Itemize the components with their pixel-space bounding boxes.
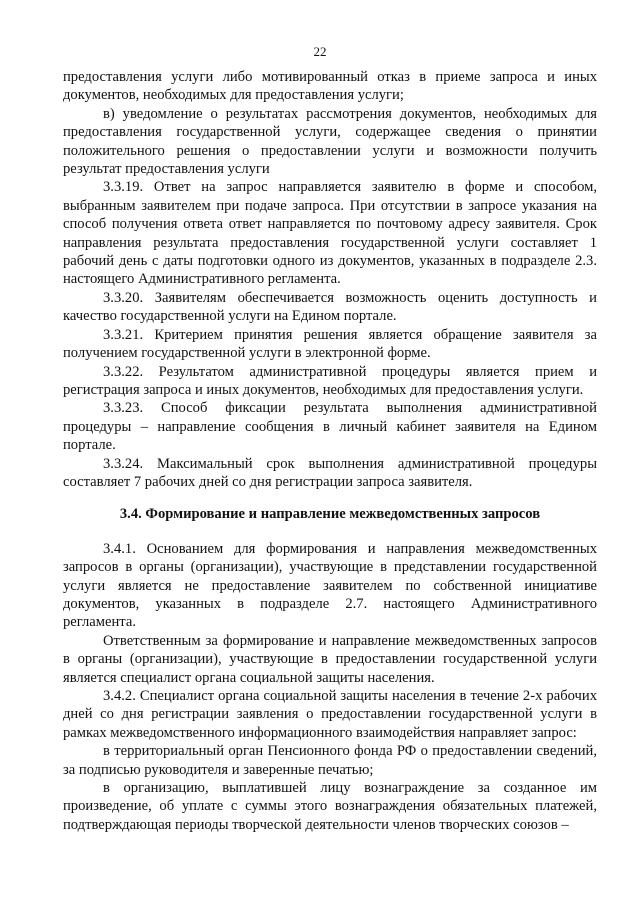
paragraph: Ответственным за формирование и направление межведомственных запросов в органы (организации), участвующие в предоставлении государственной услуги является специалист органа социальной защиты населения. [63,632,597,686]
paragraph: 3.3.22. Результатом административной процедуры является прием и регистрация запроса и иных документов, необходимых для предоставления услуги. [63,363,597,398]
section-heading: 3.4. Формирование и направление межведомственных запросов [119,506,541,523]
paragraph: 3.4.1. Основанием для формирования и направления межведомственных запросов в органы (организации), участвующие в представлении государственной услуги является не предоставление заявителем по собственной инициативе документов, указанных в подразделе 2.7. настоящего Административного регламента. [63,540,597,631]
document-body [63,68,597,834]
paragraph: предоставления услуги либо мотивированный отказ в приеме запроса и иных документов, необходимых для предоставления услуги; [63,69,597,104]
paragraph: 3.4.2. Специалист органа социальной защиты населения в течение 2-х рабочих дней со дня регистрации заявления о предоставлении государственной услуги в рамках межведомственного информационного взаимодействия направляет запрос: [63,688,597,741]
page-number: 22 [313,44,327,59]
paragraph: 3.3.24. Максимальный срок выполнения административной процедуры составляет 7 рабочих дней со дня регистрации запроса заявителя. [63,455,597,490]
paragraph: 3.3.20. Заявителям обеспечивается возможность оценить доступность и качество государственной услуги на Едином портале. [63,289,597,325]
paragraph: 3.3.19. Ответ на запрос направляется заявителю в форме и способом, выбранным заявителем при подаче запроса. При отсутствии в запросе указания на способ получения ответа ответ направляется по почтовому адресу заявителя. Срок направления результата предоставления государственной услуги составляет 1 рабочий день с даты подготовки одного из документов, указанных в подразделе 2.3. настоящего Административного регламента. [63,179,597,288]
paragraph: в) уведомление о результатах рассмотрения документов, необходимых для предоставления государственной услуги, содержащее сведения о принятии положительного решения о предоставлении услуги и возможности получить результат предоставления услуги [63,105,597,178]
paragraph: 3.3.21. Критерием принятия решения является обращение заявителя за получением государственной услуги в электронной форме. [63,326,597,362]
paragraph: 3.3.23. Способ фиксации результата выполнения административной процедуры – направление сообщения в личный кабинет заявителя на Едином портале. [63,400,597,454]
paragraph: в территориальный орган Пенсионного фонда РФ о предоставлении сведений, за подписью руководителя и заверенные печатью; [63,743,597,778]
paragraph: в организацию, выплатившей лицу вознаграждение за созданное им произведение, об уплате с суммы этого вознаграждения обязательных платежей, подтверждающая периоды творческой деятельности членов творческих союзов – [63,780,597,833]
